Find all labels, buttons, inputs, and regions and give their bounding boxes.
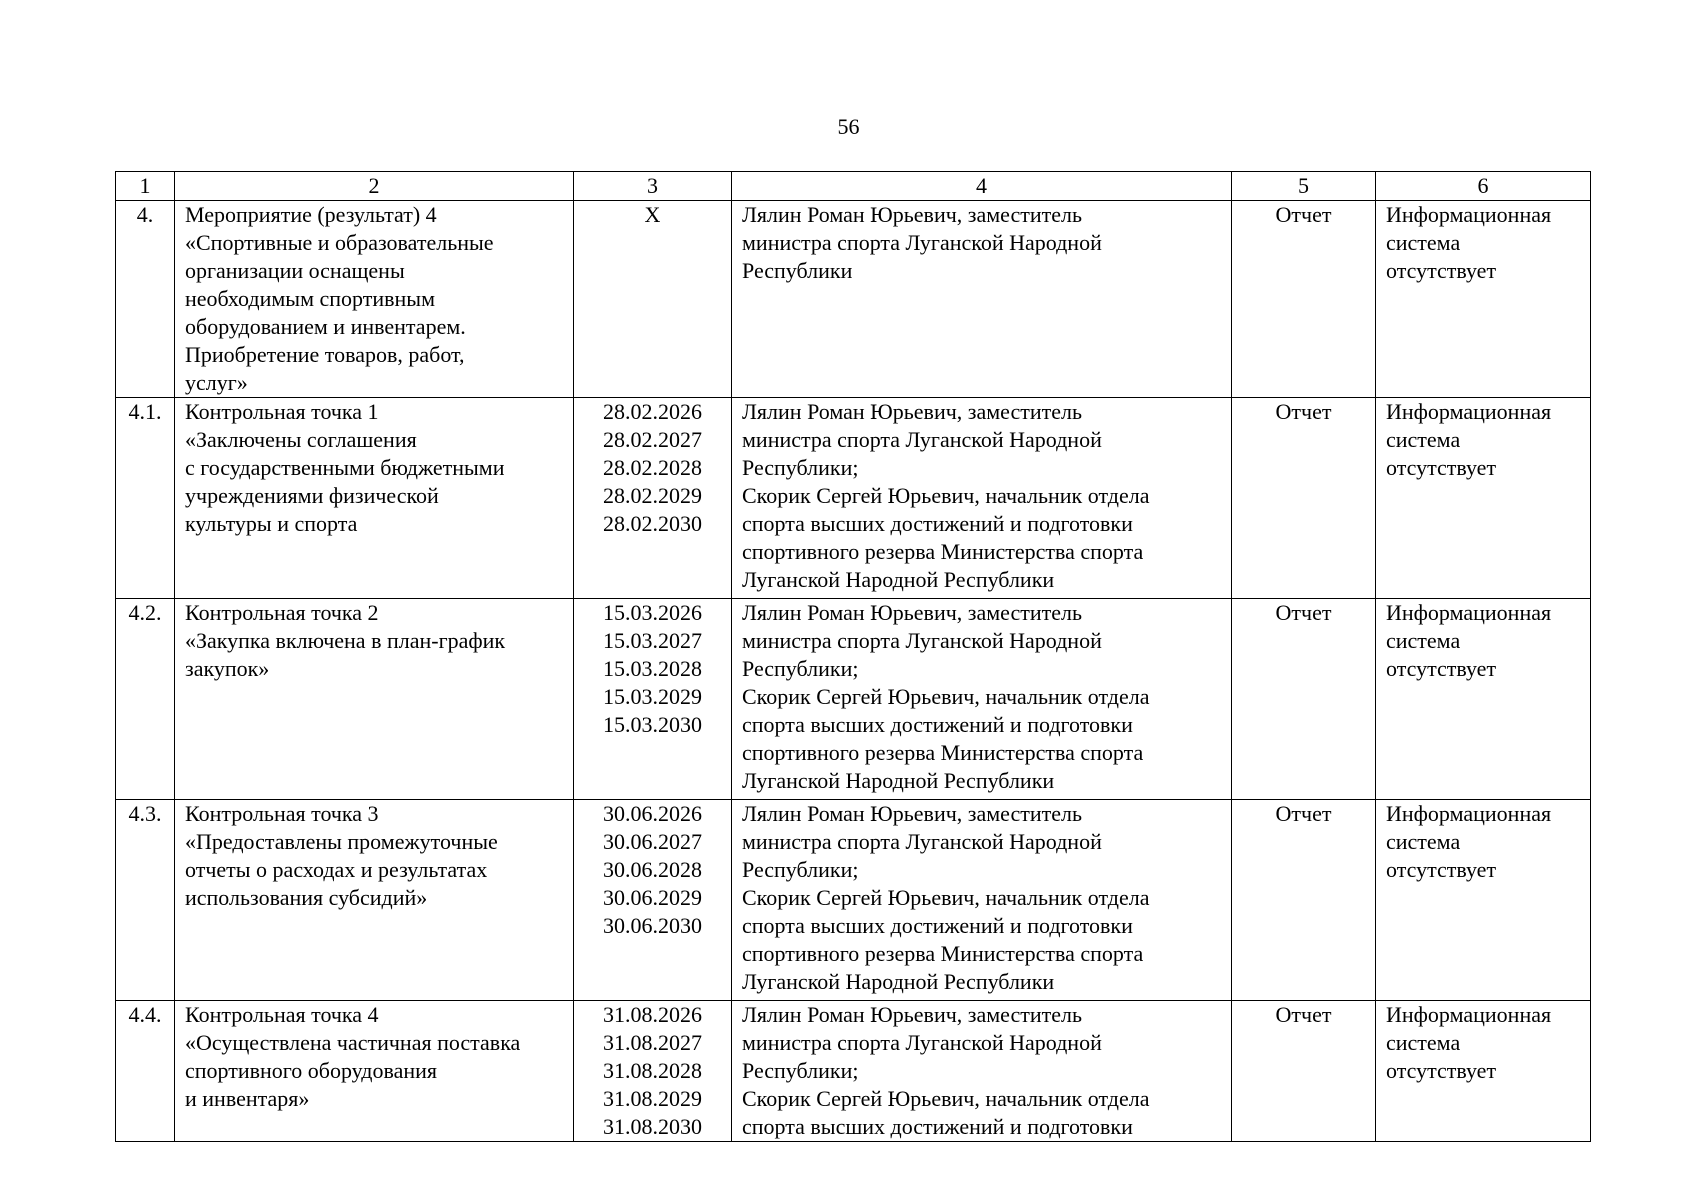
row-number: 4.2. xyxy=(116,599,175,800)
text-line: «Спортивные и образовательные xyxy=(185,230,494,255)
report-form: Отчет xyxy=(1232,201,1376,398)
table-row xyxy=(116,1001,1591,1142)
text-line: система xyxy=(1386,829,1461,854)
text-line: «Предоставлены промежуточные xyxy=(185,829,498,854)
date-value: 31.08.2028 xyxy=(603,1058,702,1083)
text-line: отсутствует xyxy=(1386,258,1497,283)
text-line: организации оснащены xyxy=(185,258,405,283)
text-line: «Осуществлена частичная поставка xyxy=(185,1030,521,1055)
text-line: Республики; xyxy=(742,656,859,681)
responsible-person xyxy=(732,800,1232,1001)
information-system xyxy=(1376,1001,1591,1142)
deadline-dates xyxy=(574,201,732,398)
text-line: Скорик Сергей Юрьевич, начальник отдела xyxy=(742,885,1150,910)
table-header-row xyxy=(116,172,1591,201)
text-line: Информационная xyxy=(1386,600,1552,625)
deadline-dates xyxy=(574,1001,732,1142)
text-line: Информационная xyxy=(1386,801,1552,826)
date-value: 31.08.2030 xyxy=(603,1114,702,1139)
text-line: «Заключены соглашения xyxy=(185,427,417,452)
date-value: 30.06.2029 xyxy=(603,885,702,910)
date-value: 15.03.2028 xyxy=(603,656,702,681)
date-value: 28.02.2027 xyxy=(603,427,702,452)
table-row xyxy=(116,800,1591,1001)
text-line: услуг» xyxy=(185,370,248,395)
report-form: Отчет xyxy=(1232,599,1376,800)
column-header-5: 5 xyxy=(1232,172,1376,201)
text-line: Контрольная точка 3 xyxy=(185,801,379,826)
column-header-6: 6 xyxy=(1376,172,1591,201)
date-value: 28.02.2028 xyxy=(603,455,702,480)
text-line: министра спорта Луганской Народной xyxy=(742,427,1102,452)
date-value: 30.06.2026 xyxy=(603,801,702,826)
column-header-2: 2 xyxy=(175,172,574,201)
text-line: Информационная xyxy=(1386,1002,1552,1027)
text-line: министра спорта Луганской Народной xyxy=(742,628,1102,653)
text-line: Лялин Роман Юрьевич, заместитель xyxy=(742,1002,1083,1027)
text-line: спорта высших достижений и подготовки xyxy=(742,913,1133,938)
date-value: 28.02.2030 xyxy=(603,511,702,536)
text-line: система xyxy=(1386,427,1461,452)
row-number: 4.4. xyxy=(116,1001,175,1142)
text-line: Лялин Роман Юрьевич, заместитель xyxy=(742,399,1083,424)
responsible-person xyxy=(732,201,1232,398)
text-line: с государственными бюджетными xyxy=(185,455,505,480)
text-line: Луганской Народной Республики xyxy=(742,567,1055,592)
date-value: Х xyxy=(644,202,661,227)
control-points-table xyxy=(115,171,1591,1142)
text-line: Мероприятие (результат) 4 xyxy=(185,202,437,227)
table-row xyxy=(116,201,1591,398)
text-line: отсутствует xyxy=(1386,857,1497,882)
text-line: Скорик Сергей Юрьевич, начальник отдела xyxy=(742,684,1150,709)
date-value: 30.06.2028 xyxy=(603,857,702,882)
information-system xyxy=(1376,201,1591,398)
text-line: спортивного резерва Министерства спорта xyxy=(742,740,1144,765)
date-value: 15.03.2026 xyxy=(603,600,702,625)
text-line: отсутствует xyxy=(1386,656,1497,681)
text-line: Республики xyxy=(742,258,853,283)
text-line: необходимым спортивным xyxy=(185,286,436,311)
text-line: учреждениями физической xyxy=(185,483,439,508)
date-value: 31.08.2026 xyxy=(603,1002,702,1027)
page-number: 56 xyxy=(837,114,860,139)
text-line: министра спорта Луганской Народной xyxy=(742,829,1102,854)
date-value: 31.08.2029 xyxy=(603,1086,702,1111)
date-value: 30.06.2030 xyxy=(603,913,702,938)
event-name xyxy=(175,599,574,800)
information-system xyxy=(1376,398,1591,599)
text-line: Информационная xyxy=(1386,202,1552,227)
text-line: спортивного оборудования xyxy=(185,1058,438,1083)
deadline-dates xyxy=(574,800,732,1001)
text-line: спорта высших достижений и подготовки xyxy=(742,712,1133,737)
text-line: Контрольная точка 1 xyxy=(185,399,379,424)
text-line: Приобретение товаров, работ, xyxy=(185,342,465,367)
text-line: министра спорта Луганской Народной xyxy=(742,1030,1102,1055)
report-form: Отчет xyxy=(1232,1001,1376,1142)
date-value: 31.08.2027 xyxy=(603,1030,702,1055)
text-line: система xyxy=(1386,230,1461,255)
date-value: 15.03.2029 xyxy=(603,684,702,709)
information-system xyxy=(1376,800,1591,1001)
text-line: Луганской Народной Республики xyxy=(742,969,1055,994)
text-line: система xyxy=(1386,628,1461,653)
text-line: спортивного резерва Министерства спорта xyxy=(742,539,1144,564)
text-line: Лялин Роман Юрьевич, заместитель xyxy=(742,600,1083,625)
event-name xyxy=(175,398,574,599)
date-value: 28.02.2029 xyxy=(603,483,702,508)
text-line: Скорик Сергей Юрьевич, начальник отдела xyxy=(742,1086,1150,1111)
event-name xyxy=(175,1001,574,1142)
table-row xyxy=(116,398,1591,599)
event-name xyxy=(175,800,574,1001)
column-header-4: 4 xyxy=(732,172,1232,201)
text-line: министра спорта Луганской Народной xyxy=(742,230,1102,255)
information-system xyxy=(1376,599,1591,800)
text-line: и инвентаря» xyxy=(185,1086,310,1111)
report-form: Отчет xyxy=(1232,800,1376,1001)
text-line: использования субсидий» xyxy=(185,885,428,910)
date-value: 15.03.2027 xyxy=(603,628,702,653)
text-line: Скорик Сергей Юрьевич, начальник отдела xyxy=(742,483,1150,508)
text-line: отсутствует xyxy=(1386,1058,1497,1083)
deadline-dates xyxy=(574,398,732,599)
responsible-person xyxy=(732,1001,1232,1142)
text-line: отсутствует xyxy=(1386,455,1497,480)
text-line: отчеты о расходах и результатах xyxy=(185,857,488,882)
text-line: Лялин Роман Юрьевич, заместитель xyxy=(742,202,1083,227)
responsible-person xyxy=(732,599,1232,800)
text-line: «Закупка включена в план-график xyxy=(185,628,506,653)
text-line: Республики; xyxy=(742,857,859,882)
responsible-person xyxy=(732,398,1232,599)
date-value: 15.03.2030 xyxy=(603,712,702,737)
text-line: система xyxy=(1386,1030,1461,1055)
text-line: спорта высших достижений и подготовки xyxy=(742,1114,1133,1139)
column-header-3: 3 xyxy=(574,172,732,201)
row-number: 4.1. xyxy=(116,398,175,599)
text-line: Контрольная точка 4 xyxy=(185,1002,379,1027)
report-form: Отчет xyxy=(1232,398,1376,599)
deadline-dates xyxy=(574,599,732,800)
text-line: оборудованием и инвентарем. xyxy=(185,314,466,339)
text-line: Информационная xyxy=(1386,399,1552,424)
date-value: 28.02.2026 xyxy=(603,399,702,424)
column-header-1: 1 xyxy=(116,172,175,201)
table-row xyxy=(116,599,1591,800)
row-number: 4. xyxy=(116,201,175,398)
event-name xyxy=(175,201,574,398)
text-line: Луганской Народной Республики xyxy=(742,768,1055,793)
text-line: Контрольная точка 2 xyxy=(185,600,379,625)
text-line: культуры и спорта xyxy=(185,511,358,536)
text-line: спортивного резерва Министерства спорта xyxy=(742,941,1144,966)
date-value: 30.06.2027 xyxy=(603,829,702,854)
text-line: Лялин Роман Юрьевич, заместитель xyxy=(742,801,1083,826)
text-line: спорта высших достижений и подготовки xyxy=(742,511,1133,536)
text-line: закупок» xyxy=(185,656,270,681)
text-line: Республики; xyxy=(742,1058,859,1083)
row-number: 4.3. xyxy=(116,800,175,1001)
text-line: Республики; xyxy=(742,455,859,480)
